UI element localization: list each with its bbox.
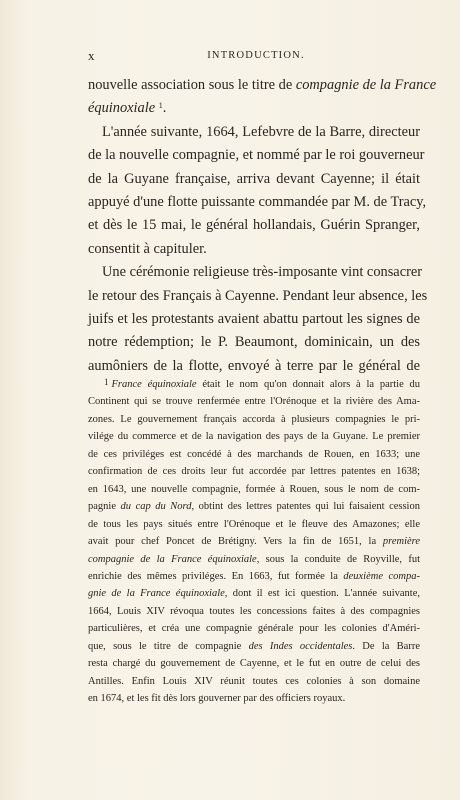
text-run: juifs et les protestants avaient abattu partout les signes de [88, 311, 420, 328]
text-run: , dont il est ici question. L'année suivante, [224, 588, 420, 600]
footnote-line [88, 690, 420, 707]
text-run: de ces priviléges est concédé à des marchands de Rouen, en 1633; une [88, 448, 420, 460]
italic-text: gnie de la France équinoxiale [88, 588, 225, 600]
text-run: de la nouvelle compagnie, et nommé par le roi gouverneur [88, 147, 425, 164]
text-line [88, 121, 420, 144]
text-run: le retour des Français à Cayenne. Pendant leur absence, les [88, 287, 428, 304]
text-line [88, 238, 420, 261]
italic-text: équinoxiale [88, 100, 156, 117]
page-header [88, 48, 424, 68]
text-run: L'année suivante, 1664, Lefebvre de la Barre, directeur [102, 123, 420, 140]
text-line [88, 331, 420, 354]
text-run: . De la Barre [352, 640, 420, 652]
footnote-line [88, 481, 420, 498]
text-run: et dès le 15 mai, le général hollandais, Guérin Spranger, [88, 217, 420, 234]
italic-text: France équinoxiale [111, 379, 197, 390]
page-number: x [88, 48, 95, 63]
text-line [88, 285, 428, 308]
text-run: Antilles. Enfin Louis XIV réunit toutes ces colonies à son domaine [88, 675, 420, 687]
footnote-line [88, 533, 420, 550]
footnote-marker: 1 [158, 101, 163, 111]
text-run: en 1643, une nouvelle compagnie, formée à Rouen, sous le nom de com- [88, 483, 420, 495]
text-run: de tous les pays situés entre l'Orénoque et le fleuve des Amazones; elle [88, 518, 420, 530]
text-run: pagnie [88, 501, 121, 513]
text-run: particulières, et créa une compagnie générale pour les colonies d'Améri- [88, 623, 420, 635]
footnote-line [88, 463, 420, 480]
text-line [88, 191, 427, 214]
text-line [88, 74, 437, 97]
footnote-line [88, 585, 420, 602]
italic-text: du cap du Nord [120, 501, 192, 513]
footnote-line [88, 551, 420, 568]
text-line [88, 308, 420, 331]
text-run: nouvelle association sous le titre de [88, 77, 296, 93]
text-run: Une cérémonie religieuse très-imposante vint consacrer [102, 264, 423, 281]
footnote-line [88, 428, 420, 445]
text-run: consentit à capituler. [88, 240, 207, 257]
text-run: que, sous le titre de compagnie [88, 640, 249, 652]
text-run: appuyé d'une flotte puissante commandée par M. de Tracy, [88, 194, 427, 211]
text-run: Continent qui se trouve renfermée entre l'Orénoque et la rivière des Ama- [88, 396, 420, 408]
footnote-line [88, 638, 420, 655]
text-run: confirmation de ces droits leur fut accordée par lettres patentes en 1638; [88, 466, 420, 478]
italic-text: compagnie de la France équinoxiale [88, 553, 257, 565]
running-title: INTRODUCTION. [207, 50, 305, 61]
text-run: . [162, 100, 167, 117]
footnote-line [88, 516, 420, 533]
text-run: zones. Le gouvernement français accorda à plusieurs compagnies le pri- [88, 413, 420, 425]
footnote-line [88, 603, 420, 620]
footnote-line [88, 568, 420, 585]
text-run: enrichie des mêmes priviléges. En 1663, fut formée la [88, 570, 344, 582]
text-run: de la Guyane française, arriva devant Cayenne; il était [88, 170, 420, 187]
footnote-block [88, 374, 420, 708]
italic-text: des Indes occidentales [248, 640, 353, 652]
text-line [88, 97, 420, 120]
footnote-line [88, 498, 420, 515]
text-line [88, 261, 423, 284]
text-run: 1664, Louis XIV révoqua toutes les concessions faites à des compagnies [88, 605, 420, 617]
footnote-line [88, 411, 420, 428]
text-run: était le nom qu'on donnait alors à la partie du [196, 379, 420, 390]
footnote-line [88, 393, 420, 410]
text-run: , obtint des lettres patentes qui lui faisaient cession [191, 501, 420, 513]
text-line [88, 168, 420, 191]
italic-text: deuxième compa- [343, 570, 420, 582]
italic-text: compagnie de la France [295, 77, 437, 93]
text-run: aumôniers de la flotte, envoyé à terre par le général de [88, 357, 420, 374]
main-text [88, 74, 437, 378]
footnote-line [88, 673, 420, 690]
footnote-line [88, 655, 420, 672]
text-run: en 1674, et les fit dès lors gouverner par des officiers royaux. [88, 693, 346, 705]
text-run: resta chargé du gouvernement de Cayenne, et le fut en outre de celui des [88, 658, 420, 670]
text-run: notre rédemption; le P. Beaumont, dominicain, un des [88, 334, 420, 351]
text-line [88, 144, 425, 167]
footnote-line [88, 620, 420, 637]
footnote-marker: 1 [104, 377, 109, 387]
text-line [88, 214, 420, 237]
footnote-line [88, 446, 420, 463]
footnote-line [88, 374, 420, 393]
italic-text: première [382, 536, 420, 548]
text-run: avait pour chef Poncet de Brétigny. Vers la fin de 1651, la [88, 536, 383, 548]
text-run: , sous la conduite de Royville, fut [256, 553, 420, 565]
text-run: vilége du commerce et de la navigation des pays de la Guyane. Le premier [88, 431, 420, 443]
